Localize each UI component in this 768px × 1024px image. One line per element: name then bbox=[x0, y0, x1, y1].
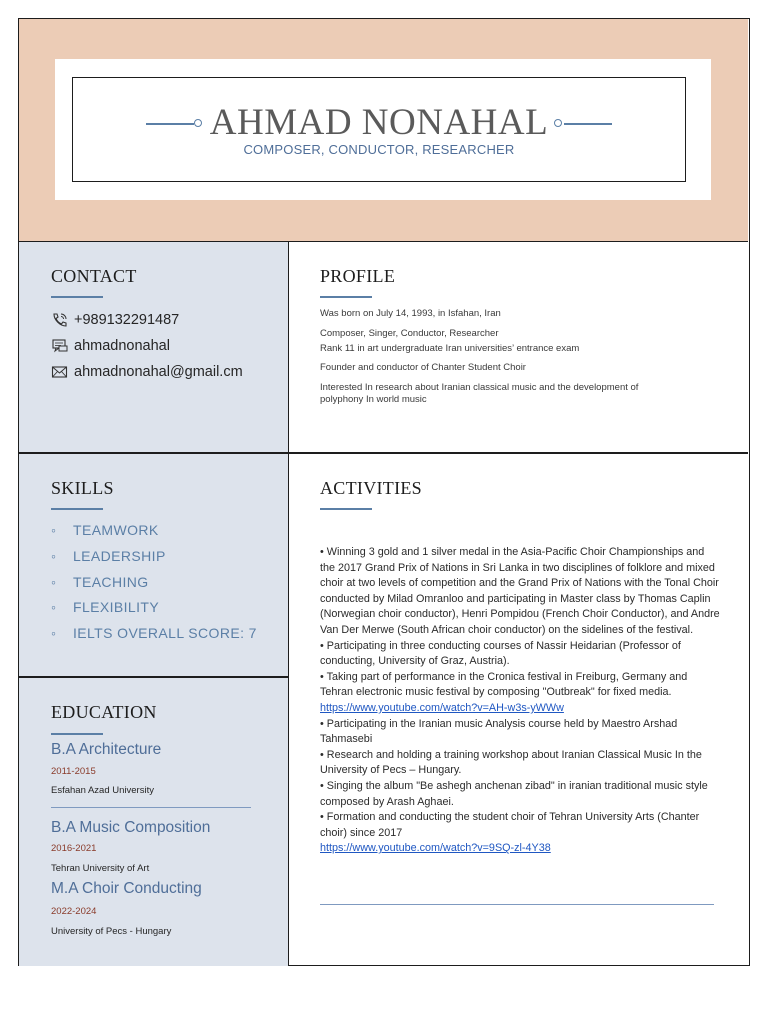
profile-line: Was born on July 14, 1993, in Isfahan, Iran bbox=[320, 308, 501, 319]
activity-item: • Research and holding a training workshop about Iranian Classical Music In the University of Pecs – Hungary. bbox=[320, 748, 702, 777]
education-underline bbox=[51, 733, 103, 735]
profile-line: Interested In research about Iranian classical music and the development of polyphony In world music bbox=[320, 382, 639, 405]
youtube-link-2[interactable]: https://www.youtube.com/watch?v=9SQ-zl-4Y38 bbox=[320, 842, 551, 855]
bullet-icon: ◦ bbox=[51, 522, 57, 538]
contact-underline bbox=[51, 296, 103, 298]
education-title: EDUCATION bbox=[51, 702, 157, 722]
contact-email bbox=[51, 364, 243, 380]
profile-line: Composer, Singer, Conductor, Researcher bbox=[320, 328, 499, 339]
left-sidebar bbox=[19, 242, 289, 966]
education-degree: M.A Choir Conducting bbox=[51, 880, 202, 897]
bullet-icon: ◦ bbox=[51, 625, 57, 641]
education-years: 2022-2024 bbox=[51, 906, 97, 917]
header-card bbox=[55, 59, 711, 200]
contact-divider bbox=[19, 452, 289, 454]
education-school: Tehran University of Art bbox=[51, 863, 150, 874]
activity-item: • Participating in three conducting courses of Nassir Heidarian (Professor of conducting, University of Graz, Austria). bbox=[320, 639, 681, 668]
skill-item: ◦ TEAMWORK bbox=[51, 522, 159, 538]
activity-item: • Participating in the Iranian music Analysis course held by Maestro Arshad Tahmasebi bbox=[320, 717, 678, 746]
activities-title: ACTIVITIES bbox=[320, 478, 422, 498]
contact-title: CONTACT bbox=[51, 266, 137, 286]
activity-item: • Singing the album "Be ashegh anchenan zibad" in iranian traditional music style composed by Arash Aghaei. bbox=[320, 779, 708, 808]
activity-item: • Winning 3 gold and 1 silver medal in the Asia-Pacific Choir Championships and the 2017 Grand Prix of Nations in Sri Lanka in two disciplines of folklore and mixed choir at two levels of competition and the Grand Prix of Nations with the Tonal Choir conducted by Milad Omranloo and participating in Master class by Thomas Caplin (Norwegian choir conductor), Henri Pompidou (French Choir Conductor), and Andre Van Der Merwe (South African choir conductor) on the sidelines of the festival. bbox=[320, 546, 720, 636]
main-content bbox=[290, 242, 748, 966]
email-address[interactable]: ahmadnonahal@gmail.cm bbox=[74, 364, 243, 380]
chat-handle: ahmadnonahal bbox=[74, 338, 170, 354]
activities-underline bbox=[320, 508, 372, 510]
education-degree: B.A Architecture bbox=[51, 741, 162, 758]
name-row bbox=[73, 103, 685, 143]
profile-title: PROFILE bbox=[320, 266, 396, 286]
profile-underline bbox=[320, 296, 372, 298]
profile-line: Rank 11 in art undergraduate Iran universities’ entrance exam bbox=[320, 343, 580, 354]
bullet-icon: ◦ bbox=[51, 548, 57, 564]
activity-item: • Formation and conducting the student choir of Tehran University Arts (Chanter choir) since 2017 bbox=[320, 811, 700, 839]
skill-item: ◦ TEACHING bbox=[51, 574, 149, 590]
skill-item: ◦ LEADERSHIP bbox=[51, 548, 166, 564]
left-ornament-icon bbox=[146, 117, 204, 129]
education-years: 2016-2021 bbox=[51, 843, 97, 854]
contact-chat bbox=[51, 338, 170, 354]
header-banner bbox=[19, 19, 748, 242]
education-degree: B.A Music Composition bbox=[51, 819, 211, 836]
bullet-icon: ◦ bbox=[51, 599, 57, 615]
skill-item: ◦ IELTS OVERALL SCORE: 7 bbox=[51, 625, 257, 641]
person-subtitle: COMPOSER, CONDUCTOR, RESEARCHER bbox=[243, 142, 515, 157]
profile-divider bbox=[289, 452, 748, 454]
activities-list bbox=[320, 545, 720, 857]
education-school: Esfahan Azad University bbox=[51, 785, 154, 796]
person-name: AHMAD NONAHAL bbox=[209, 102, 549, 143]
header-frame bbox=[72, 77, 686, 182]
right-ornament-icon bbox=[554, 117, 612, 129]
education-years: 2011-2015 bbox=[51, 766, 96, 777]
skills-divider bbox=[19, 676, 289, 678]
skills-underline bbox=[51, 508, 103, 510]
youtube-link-1[interactable]: https://www.youtube.com/watch?v=AH-w3s-yWWw bbox=[320, 701, 564, 714]
resume-page bbox=[18, 18, 750, 966]
activity-item: • Taking part of performance in the Cronica festival in Freiburg, Germany and Tehran electronic music festival by composing "Outbreak" for fixed media. bbox=[320, 670, 688, 699]
phone-number: +989132291487 bbox=[74, 312, 180, 328]
activities-rule bbox=[320, 904, 714, 905]
skill-item: ◦ FLEXIBILITY bbox=[51, 599, 160, 615]
education-school: University of Pecs - Hungary bbox=[51, 926, 172, 937]
education-rule bbox=[51, 807, 251, 808]
chat-icon bbox=[51, 338, 69, 354]
phone-icon bbox=[51, 312, 69, 328]
envelope-icon bbox=[51, 364, 69, 380]
contact-phone bbox=[51, 312, 179, 328]
skills-title: SKILLS bbox=[51, 478, 114, 498]
profile-line: Founder and conductor of Chanter Student Choir bbox=[320, 362, 526, 373]
bullet-icon: ◦ bbox=[51, 574, 57, 590]
